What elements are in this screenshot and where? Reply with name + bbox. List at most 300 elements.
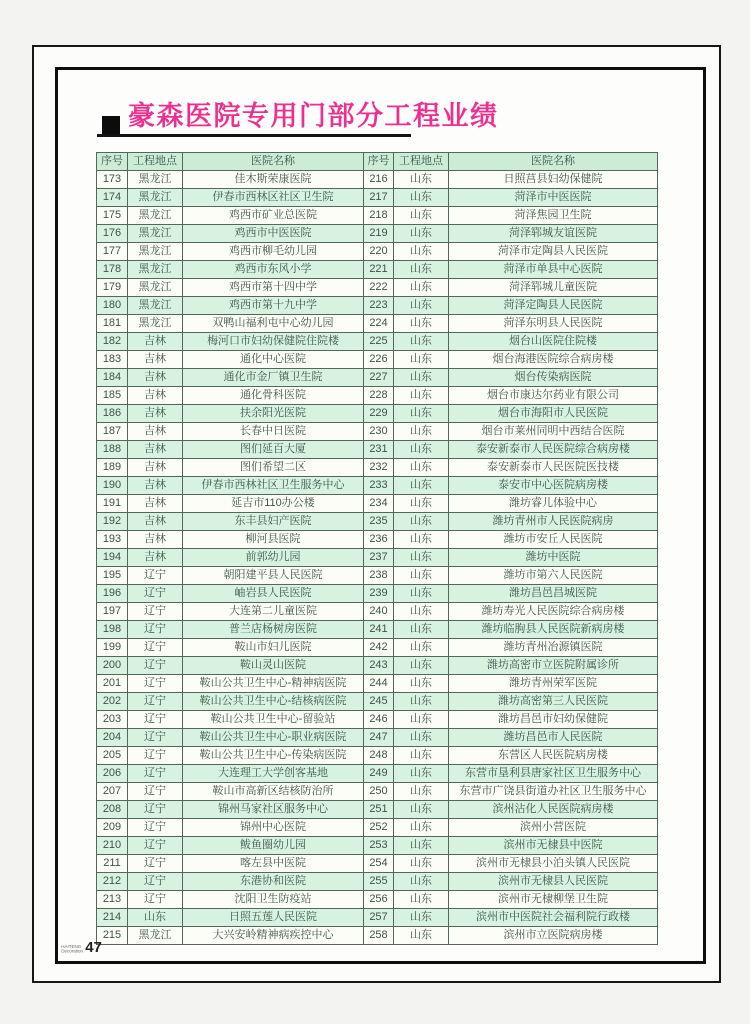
project-location: 山东 [394, 621, 449, 639]
serial-number: 194 [97, 549, 128, 567]
project-location: 吉林 [128, 495, 183, 513]
hospital-name: 烟台山医院住院楼 [449, 333, 658, 351]
hospital-name: 双鸭山福利屯中心幼儿园 [183, 315, 364, 333]
serial-number: 258 [364, 927, 394, 945]
table-row [97, 423, 658, 441]
table-row [97, 297, 658, 315]
table-row [97, 819, 658, 837]
project-location: 山东 [394, 369, 449, 387]
project-location: 山东 [394, 225, 449, 243]
project-location: 山东 [394, 441, 449, 459]
serial-number: 247 [364, 729, 394, 747]
serial-number: 187 [97, 423, 128, 441]
project-location: 辽宁 [128, 657, 183, 675]
project-location: 辽宁 [128, 747, 183, 765]
table-row [97, 909, 658, 927]
serial-number: 219 [364, 225, 394, 243]
serial-number: 254 [364, 855, 394, 873]
serial-number: 257 [364, 909, 394, 927]
project-location: 山东 [394, 189, 449, 207]
serial-number: 200 [97, 657, 128, 675]
hospital-name: 大连理工大学创客基地 [183, 765, 364, 783]
serial-number: 203 [97, 711, 128, 729]
hospital-name: 日照莒县妇幼保健院 [449, 171, 658, 189]
serial-number: 231 [364, 441, 394, 459]
hospital-name: 烟台传染病医院 [449, 369, 658, 387]
table-row [97, 207, 658, 225]
serial-number: 233 [364, 477, 394, 495]
col-header-serial-left: 序号 [97, 153, 128, 171]
serial-number: 214 [97, 909, 128, 927]
serial-number: 186 [97, 405, 128, 423]
brand-line2: Decoration [61, 949, 83, 955]
project-location: 黑龙江 [128, 207, 183, 225]
project-location: 山东 [394, 675, 449, 693]
project-location: 山东 [394, 207, 449, 225]
table-row [97, 873, 658, 891]
hospital-name: 扶余阳光医院 [183, 405, 364, 423]
project-location: 吉林 [128, 387, 183, 405]
serial-number: 192 [97, 513, 128, 531]
hospital-name: 锦州马家社区服务中心 [183, 801, 364, 819]
serial-number: 199 [97, 639, 128, 657]
hospital-name: 菏泽市定陶县人民医院 [449, 243, 658, 261]
project-location: 山东 [394, 585, 449, 603]
hospital-name: 前郭幼儿园 [183, 549, 364, 567]
project-location: 山东 [394, 711, 449, 729]
table-row [97, 477, 658, 495]
serial-number: 216 [364, 171, 394, 189]
hospital-name: 潍坊青州市人民医院病房 [449, 513, 658, 531]
project-location: 山东 [394, 549, 449, 567]
projects-table [96, 152, 658, 945]
project-location: 吉林 [128, 441, 183, 459]
hospital-name: 鞍山市妇儿医院 [183, 639, 364, 657]
serial-number: 204 [97, 729, 128, 747]
project-location: 山东 [394, 531, 449, 549]
serial-number: 173 [97, 171, 128, 189]
hospital-name: 潍坊青州冶源镇医院 [449, 639, 658, 657]
project-location: 黑龙江 [128, 297, 183, 315]
project-location: 黑龙江 [128, 279, 183, 297]
project-location: 辽宁 [128, 675, 183, 693]
serial-number: 238 [364, 567, 394, 585]
project-location: 黑龙江 [128, 225, 183, 243]
col-header-hospital-right: 医院名称 [449, 153, 658, 171]
serial-number: 246 [364, 711, 394, 729]
hospital-name: 潍坊临朐县人民医院新病房楼 [449, 621, 658, 639]
serial-number: 255 [364, 873, 394, 891]
hospital-name: 烟台海港医院综合病房楼 [449, 351, 658, 369]
table-row [97, 747, 658, 765]
serial-number: 234 [364, 495, 394, 513]
project-location: 辽宁 [128, 765, 183, 783]
table-row [97, 513, 658, 531]
hospital-name: 潍坊市安丘人民医院 [449, 531, 658, 549]
serial-number: 225 [364, 333, 394, 351]
hospital-name: 岫岩县人民医院 [183, 585, 364, 603]
title-square-bullet-icon [102, 116, 120, 134]
table-row [97, 621, 658, 639]
table-row [97, 927, 658, 945]
serial-number: 191 [97, 495, 128, 513]
page-title: 豪森医院专用门部分工程业绩 [128, 101, 499, 131]
table-row [97, 585, 658, 603]
project-location: 山东 [394, 387, 449, 405]
col-header-serial-right: 序号 [364, 153, 394, 171]
serial-number: 206 [97, 765, 128, 783]
hospital-name: 图们延百大厦 [183, 441, 364, 459]
serial-number: 249 [364, 765, 394, 783]
hospital-name: 潍坊昌邑市人民医院 [449, 729, 658, 747]
table-row [97, 441, 658, 459]
serial-number: 230 [364, 423, 394, 441]
project-location: 山东 [394, 891, 449, 909]
serial-number: 176 [97, 225, 128, 243]
hospital-name: 菏泽焦园卫生院 [449, 207, 658, 225]
project-location: 辽宁 [128, 621, 183, 639]
hospital-name: 滨州市无棣柳堡卫生院 [449, 891, 658, 909]
hospital-name: 佳木斯荣康医院 [183, 171, 364, 189]
project-location: 吉林 [128, 513, 183, 531]
page-footer [60, 941, 102, 955]
project-location: 黑龙江 [128, 171, 183, 189]
serial-number: 190 [97, 477, 128, 495]
hospital-name: 菏泽市单县中心医院 [449, 261, 658, 279]
hospital-name: 通化中心医院 [183, 351, 364, 369]
hospital-name: 菏泽东明县人民医院 [449, 315, 658, 333]
hospital-name: 潍坊青州荣军医院 [449, 675, 658, 693]
project-location: 山东 [394, 243, 449, 261]
hospital-name: 鸡西市中医医院 [183, 225, 364, 243]
serial-number: 188 [97, 441, 128, 459]
hospital-name: 潍坊寿光人民医院综合病房楼 [449, 603, 658, 621]
table-row [97, 495, 658, 513]
hospital-name: 朝阳建平县人民医院 [183, 567, 364, 585]
hospital-name: 鞍山公共卫生中心-精神病医院 [183, 675, 364, 693]
serial-number: 182 [97, 333, 128, 351]
project-location: 辽宁 [128, 801, 183, 819]
serial-number: 178 [97, 261, 128, 279]
serial-number: 189 [97, 459, 128, 477]
project-location: 辽宁 [128, 585, 183, 603]
project-location: 黑龙江 [128, 315, 183, 333]
serial-number: 195 [97, 567, 128, 585]
project-location: 山东 [394, 765, 449, 783]
table-row [97, 369, 658, 387]
hospital-name: 通化市金厂镇卫生院 [183, 369, 364, 387]
col-header-location-left: 工程地点 [128, 153, 183, 171]
serial-number: 232 [364, 459, 394, 477]
project-location: 山东 [394, 657, 449, 675]
serial-number: 223 [364, 297, 394, 315]
hospital-name: 泰安新泰市人民医院综合病房楼 [449, 441, 658, 459]
hospital-name: 普兰店杨树房医院 [183, 621, 364, 639]
project-location: 山东 [394, 603, 449, 621]
hospital-name: 鸡西市柳毛幼儿园 [183, 243, 364, 261]
project-location: 山东 [394, 297, 449, 315]
project-location: 辽宁 [128, 819, 183, 837]
serial-number: 221 [364, 261, 394, 279]
hospital-name: 潍坊高密第三人民医院 [449, 693, 658, 711]
serial-number: 179 [97, 279, 128, 297]
serial-number: 208 [97, 801, 128, 819]
serial-number: 229 [364, 405, 394, 423]
serial-number: 175 [97, 207, 128, 225]
title-underline [97, 134, 411, 137]
serial-number: 197 [97, 603, 128, 621]
hospital-name: 图们希望二区 [183, 459, 364, 477]
serial-number: 212 [97, 873, 128, 891]
serial-number: 180 [97, 297, 128, 315]
header-row [97, 153, 658, 171]
hospital-name: 鞍山公共卫生中心-结核病医院 [183, 693, 364, 711]
page-number: 47 [85, 939, 102, 956]
serial-number: 183 [97, 351, 128, 369]
table-row [97, 765, 658, 783]
serial-number: 236 [364, 531, 394, 549]
outer-page-frame [32, 45, 721, 983]
table-row [97, 315, 658, 333]
serial-number: 217 [364, 189, 394, 207]
serial-number: 227 [364, 369, 394, 387]
table-row [97, 801, 658, 819]
hospital-name: 泰安市中心医院病房楼 [449, 477, 658, 495]
hospital-name: 沈阳卫生防疫站 [183, 891, 364, 909]
table-row [97, 261, 658, 279]
table-row [97, 243, 658, 261]
project-location: 山东 [394, 693, 449, 711]
serial-number: 201 [97, 675, 128, 693]
serial-number: 185 [97, 387, 128, 405]
project-location: 山东 [394, 333, 449, 351]
project-location: 辽宁 [128, 639, 183, 657]
table-row [97, 675, 658, 693]
table-row [97, 855, 658, 873]
hospital-name: 滨州市中医院社会福利院行政楼 [449, 909, 658, 927]
project-location: 山东 [394, 513, 449, 531]
project-location: 辽宁 [128, 783, 183, 801]
project-location: 山东 [394, 171, 449, 189]
table-row [97, 783, 658, 801]
serial-number: 211 [97, 855, 128, 873]
serial-number: 240 [364, 603, 394, 621]
project-location: 山东 [394, 909, 449, 927]
project-location: 黑龙江 [128, 261, 183, 279]
project-location: 辽宁 [128, 891, 183, 909]
serial-number: 241 [364, 621, 394, 639]
hospital-name: 滨州小营医院 [449, 819, 658, 837]
hospital-name: 长春中日医院 [183, 423, 364, 441]
hospital-name: 东丰县妇产医院 [183, 513, 364, 531]
table-row [97, 531, 658, 549]
hospital-name: 鞍山公共卫生中心-留验站 [183, 711, 364, 729]
serial-number: 210 [97, 837, 128, 855]
serial-number: 181 [97, 315, 128, 333]
hospital-name: 东港协和医院 [183, 873, 364, 891]
brand-mark [61, 946, 83, 955]
serial-number: 235 [364, 513, 394, 531]
serial-number: 250 [364, 783, 394, 801]
hospital-name: 烟台市海阳市人民医院 [449, 405, 658, 423]
project-location: 吉林 [128, 333, 183, 351]
projects-table-body [97, 171, 658, 945]
hospital-name: 东营市垦利县唐家社区卫生服务中心 [449, 765, 658, 783]
project-location: 吉林 [128, 369, 183, 387]
hospital-name: 泰安新泰市人民医院医技楼 [449, 459, 658, 477]
hospital-name: 潍坊高密市立医院附属诊所 [449, 657, 658, 675]
serial-number: 237 [364, 549, 394, 567]
table-row [97, 603, 658, 621]
project-location: 山东 [394, 837, 449, 855]
table-row [97, 549, 658, 567]
serial-number: 242 [364, 639, 394, 657]
hospital-name: 潍坊昌邑市妇幼保健院 [449, 711, 658, 729]
table-row [97, 351, 658, 369]
table-row [97, 639, 658, 657]
hospital-name: 烟台市康达尔药业有限公司 [449, 387, 658, 405]
project-location: 辽宁 [128, 693, 183, 711]
hospital-name: 菏泽郓城友谊医院 [449, 225, 658, 243]
serial-number: 215 [97, 927, 128, 945]
project-location: 山东 [394, 495, 449, 513]
hospital-name: 锦州中心医院 [183, 819, 364, 837]
table-row [97, 837, 658, 855]
serial-number: 248 [364, 747, 394, 765]
hospital-name: 滨州市无棣县中医院 [449, 837, 658, 855]
hospital-name: 延吉市110办公楼 [183, 495, 364, 513]
serial-number: 243 [364, 657, 394, 675]
project-location: 山东 [394, 567, 449, 585]
hospital-name: 滨州市无棣县人民医院 [449, 873, 658, 891]
table-row [97, 189, 658, 207]
serial-number: 220 [364, 243, 394, 261]
hospital-name: 潍坊睿儿体验中心 [449, 495, 658, 513]
hospital-name: 鞍山市高新区结核防治所 [183, 783, 364, 801]
project-location: 辽宁 [128, 873, 183, 891]
table-row [97, 225, 658, 243]
project-location: 山东 [394, 261, 449, 279]
serial-number: 218 [364, 207, 394, 225]
project-location: 山东 [394, 873, 449, 891]
serial-number: 177 [97, 243, 128, 261]
serial-number: 245 [364, 693, 394, 711]
project-location: 吉林 [128, 423, 183, 441]
hospital-name: 鲅鱼圈幼儿园 [183, 837, 364, 855]
hospital-name: 潍坊昌邑昌城医院 [449, 585, 658, 603]
hospital-name: 东营市广饶县街道办社区卫生服务中心 [449, 783, 658, 801]
project-location: 山东 [394, 855, 449, 873]
hospital-name: 鸡西市矿业总医院 [183, 207, 364, 225]
table-row [97, 405, 658, 423]
hospital-name: 通化骨科医院 [183, 387, 364, 405]
project-location: 山东 [128, 909, 183, 927]
project-location: 吉林 [128, 405, 183, 423]
project-location: 辽宁 [128, 567, 183, 585]
brand-line1: HAITENG [61, 944, 82, 950]
project-location: 山东 [394, 279, 449, 297]
hospital-name: 日照五莲人民医院 [183, 909, 364, 927]
project-location: 吉林 [128, 531, 183, 549]
hospital-name: 东营区人民医院病房楼 [449, 747, 658, 765]
project-location: 黑龙江 [128, 927, 183, 945]
project-location: 辽宁 [128, 855, 183, 873]
serial-number: 184 [97, 369, 128, 387]
serial-number: 239 [364, 585, 394, 603]
serial-number: 198 [97, 621, 128, 639]
serial-number: 256 [364, 891, 394, 909]
table-row [97, 387, 658, 405]
projects-table-header [97, 153, 658, 171]
hospital-name: 伊春市西林社区卫生服务中心 [183, 477, 364, 495]
project-location: 山东 [394, 801, 449, 819]
project-location: 山东 [394, 477, 449, 495]
hospital-name: 鸡西市东风小学 [183, 261, 364, 279]
table-row [97, 657, 658, 675]
serial-number: 253 [364, 837, 394, 855]
table-row [97, 279, 658, 297]
serial-number: 252 [364, 819, 394, 837]
table-row [97, 711, 658, 729]
serial-number: 213 [97, 891, 128, 909]
project-location: 吉林 [128, 351, 183, 369]
table-row [97, 567, 658, 585]
hospital-name: 滨州市立医院病房楼 [449, 927, 658, 945]
serial-number: 196 [97, 585, 128, 603]
table-row [97, 729, 658, 747]
project-location: 山东 [394, 729, 449, 747]
table-row [97, 171, 658, 189]
project-location: 山东 [394, 927, 449, 945]
serial-number: 207 [97, 783, 128, 801]
table-row [97, 333, 658, 351]
project-location: 吉林 [128, 459, 183, 477]
project-location: 山东 [394, 351, 449, 369]
serial-number: 222 [364, 279, 394, 297]
project-location: 辽宁 [128, 711, 183, 729]
col-header-location-right: 工程地点 [394, 153, 449, 171]
hospital-name: 潍坊市第六人民医院 [449, 567, 658, 585]
serial-number: 224 [364, 315, 394, 333]
project-location: 山东 [394, 315, 449, 333]
project-location: 黑龙江 [128, 243, 183, 261]
project-location: 山东 [394, 459, 449, 477]
project-location: 山东 [394, 819, 449, 837]
hospital-name: 菏泽市中医医院 [449, 189, 658, 207]
hospital-name: 大兴安岭精神病疾控中心 [183, 927, 364, 945]
serial-number: 202 [97, 693, 128, 711]
project-location: 辽宁 [128, 729, 183, 747]
serial-number: 205 [97, 747, 128, 765]
project-location: 山东 [394, 783, 449, 801]
hospital-name: 喀左县中医院 [183, 855, 364, 873]
serial-number: 226 [364, 351, 394, 369]
col-header-hospital-left: 医院名称 [183, 153, 364, 171]
project-location: 山东 [394, 639, 449, 657]
hospital-name: 烟台市莱州同明中西结合医院 [449, 423, 658, 441]
hospital-name: 菏泽郓城儿童医院 [449, 279, 658, 297]
project-location: 山东 [394, 423, 449, 441]
hospital-name: 大连第二儿童医院 [183, 603, 364, 621]
hospital-name: 滨州市无棣县小泊头镇人民医院 [449, 855, 658, 873]
hospital-name: 梅河口市妇幼保健院住院楼 [183, 333, 364, 351]
project-location: 辽宁 [128, 837, 183, 855]
hospital-name: 伊春市西林区社区卫生院 [183, 189, 364, 207]
serial-number: 174 [97, 189, 128, 207]
serial-number: 228 [364, 387, 394, 405]
project-location: 山东 [394, 405, 449, 423]
hospital-name: 鸡西市第十九中学 [183, 297, 364, 315]
